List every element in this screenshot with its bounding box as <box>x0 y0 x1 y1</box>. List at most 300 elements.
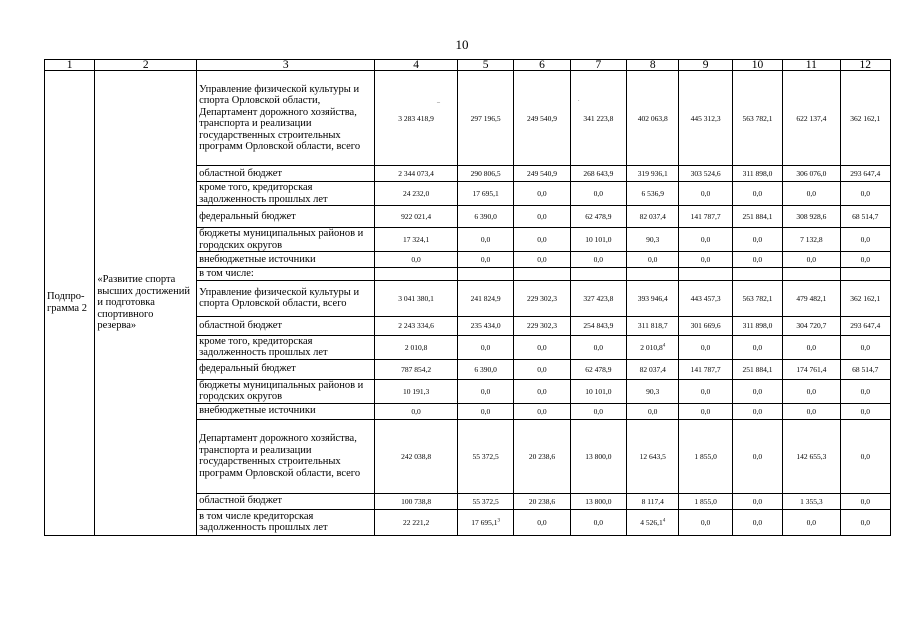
value-cell <box>375 493 458 509</box>
value-text: 293 647,4 <box>850 169 881 178</box>
value-text: 251 884,1 <box>742 364 773 374</box>
value-cell <box>570 335 626 359</box>
value-text: 10 101,0 <box>585 386 612 396</box>
value-cell <box>375 280 458 316</box>
value-cell <box>627 71 679 166</box>
value-cell <box>457 316 513 335</box>
value-text: 229 302,3 <box>526 321 557 330</box>
value-text: 311 898,0 <box>742 321 773 330</box>
value-text: 0,0 <box>806 406 817 416</box>
value-text: 306 076,0 <box>796 169 827 178</box>
value-text: 62 478,9 <box>585 364 612 374</box>
row-label: Управление физической культуры и спорта Орловской области, Департамент дорожного хозяйства, транспорта и реализации государственных строительных программ Орловской области, всего <box>197 71 375 166</box>
value-text: 17 695,1 <box>471 517 498 527</box>
value-cell <box>783 280 840 316</box>
value-text: 0,0 <box>537 235 547 244</box>
value-cell <box>783 252 840 268</box>
value-text: 0,0 <box>648 406 658 416</box>
value-cell <box>679 268 732 281</box>
value-text: 319 936,1 <box>637 169 668 178</box>
row-label: в том числе кредиторская задолженность прошлых лет <box>197 509 375 535</box>
value-text: 393 946,4 <box>637 293 668 303</box>
value-text: 2 344 073,4 <box>398 169 434 178</box>
value-text: 922 021,4 <box>401 212 432 221</box>
value-cell <box>514 268 570 281</box>
value-cell <box>732 228 782 252</box>
page-number: 10 <box>455 37 469 52</box>
value-cell <box>457 509 513 535</box>
value-text: 622 137,4 <box>796 113 827 123</box>
value-text: 0,0 <box>752 386 763 396</box>
value-cell <box>627 359 679 379</box>
value-text: 0,0 <box>752 189 763 198</box>
value-cell <box>627 493 679 509</box>
value-cell <box>570 403 626 419</box>
value-text: 13 800,0 <box>585 496 612 506</box>
value-cell <box>627 166 679 182</box>
value-text: 0,0 <box>700 255 711 264</box>
value-text: 0,0 <box>648 255 658 264</box>
value-cell <box>514 280 570 316</box>
value-text: 20 238,6 <box>528 451 556 461</box>
header-cell: 11 <box>783 60 840 71</box>
value-text: 293 647,4 <box>850 321 881 330</box>
value-cell <box>457 403 513 419</box>
row-label: федеральный бюджет <box>197 359 375 379</box>
value-cell <box>732 206 782 228</box>
value-text: 0,0 <box>700 235 711 244</box>
row-label: внебюджетные источники <box>197 403 375 419</box>
value-text: 2 010,8 <box>404 342 428 352</box>
value-text: 0,0 <box>537 342 547 352</box>
value-cell <box>627 228 679 252</box>
value-cell <box>570 379 626 403</box>
value-cell <box>783 419 840 493</box>
value-text: 0,0 <box>411 406 421 416</box>
value-text: 0,0 <box>593 189 604 198</box>
row-label: кроме того, кредиторская задолженность прошлых лет <box>197 182 375 206</box>
value-text: 0,0 <box>806 189 817 198</box>
value-cell <box>732 419 782 493</box>
value-cell <box>514 419 570 493</box>
value-text: 445 312,3 <box>690 113 721 123</box>
value-text: 0,0 <box>806 342 817 352</box>
value-cell <box>375 71 458 166</box>
footnote-marker: 3 <box>497 518 500 523</box>
value-text: 0,0 <box>752 496 763 506</box>
value-cell <box>457 419 513 493</box>
value-cell <box>375 403 458 419</box>
value-cell <box>457 379 513 403</box>
value-cell <box>783 359 840 379</box>
value-text: 254 843,9 <box>583 321 614 330</box>
value-cell <box>457 359 513 379</box>
value-text: 308 928,6 <box>796 212 827 221</box>
value-text: 0,0 <box>700 189 711 198</box>
value-cell <box>732 252 782 268</box>
value-text: 68 514,7 <box>852 212 879 221</box>
value-cell <box>570 419 626 493</box>
value-text: 242 038,8 <box>401 451 432 461</box>
value-text: 249 540,9 <box>526 113 557 123</box>
value-text: 0,0 <box>752 235 763 244</box>
value-text: 55 372,5 <box>472 496 499 506</box>
value-cell <box>570 509 626 535</box>
value-text: 249 540,9 <box>526 169 557 178</box>
value-text: 141 787,7 <box>690 212 721 221</box>
value-text: 0,0 <box>537 386 547 396</box>
value-text: 0,0 <box>593 342 604 352</box>
value-cell <box>840 166 890 182</box>
value-text: 297 196,5 <box>470 113 501 123</box>
value-cell <box>514 493 570 509</box>
value-text: 68 514,7 <box>852 364 879 374</box>
value-cell <box>514 403 570 419</box>
value-cell <box>627 280 679 316</box>
value-cell <box>840 335 890 359</box>
value-cell <box>627 419 679 493</box>
value-cell <box>375 206 458 228</box>
value-cell <box>783 206 840 228</box>
value-text: 268 643,9 <box>583 169 614 178</box>
value-cell <box>570 268 626 281</box>
value-cell <box>840 379 890 403</box>
value-cell <box>375 252 458 268</box>
value-text: 7 132,8 <box>800 235 823 244</box>
value-cell <box>840 316 890 335</box>
value-text: 235 434,0 <box>470 321 501 330</box>
value-text: 0,0 <box>480 342 491 352</box>
value-text: 563 782,1 <box>742 293 773 303</box>
value-text: 311 898,0 <box>742 169 773 178</box>
value-cell <box>732 268 782 281</box>
value-text: 0,0 <box>593 406 604 416</box>
value-text: 0,0 <box>752 342 763 352</box>
value-cell <box>783 493 840 509</box>
value-cell <box>570 182 626 206</box>
value-cell <box>732 335 782 359</box>
value-text: 82 037,4 <box>639 364 666 374</box>
value-text: 0,0 <box>537 364 547 374</box>
value-cell <box>375 182 458 206</box>
value-cell <box>732 182 782 206</box>
value-text: 0,0 <box>700 517 711 527</box>
value-text: 443 457,3 <box>690 293 721 303</box>
value-text: 13 800,0 <box>585 451 612 461</box>
value-text: 0,0 <box>537 189 547 198</box>
value-cell <box>679 280 732 316</box>
value-cell <box>627 335 679 359</box>
value-cell <box>627 379 679 403</box>
value-cell <box>732 71 782 166</box>
value-cell <box>679 252 732 268</box>
value-cell <box>840 228 890 252</box>
value-cell <box>840 280 890 316</box>
value-cell <box>570 71 626 166</box>
value-cell <box>627 206 679 228</box>
value-text: 0,0 <box>700 406 711 416</box>
value-text: 0,0 <box>860 517 870 527</box>
table-row <box>45 71 891 166</box>
value-text: 0,0 <box>480 386 491 396</box>
value-text: 142 655,3 <box>796 451 827 461</box>
value-cell <box>627 252 679 268</box>
value-text: 100 738,8 <box>401 496 432 506</box>
value-text: 479 482,1 <box>796 293 827 303</box>
value-text: 229 302,3 <box>526 293 557 303</box>
value-cell <box>840 252 890 268</box>
value-cell <box>840 359 890 379</box>
header-cell: 3 <box>197 60 375 71</box>
value-cell <box>375 419 458 493</box>
value-text: 0,0 <box>593 517 604 527</box>
value-cell <box>679 228 732 252</box>
row-label: кроме того, кредиторская задолженность прошлых лет <box>197 335 375 359</box>
value-cell <box>732 379 782 403</box>
value-cell <box>457 280 513 316</box>
value-text: 0,0 <box>480 235 491 244</box>
value-cell <box>679 206 732 228</box>
value-cell <box>570 206 626 228</box>
value-text: 3 283 418,9 <box>398 113 434 123</box>
value-cell <box>457 252 513 268</box>
value-text: 787 854,2 <box>401 364 432 374</box>
value-cell <box>457 166 513 182</box>
footnote-marker: 4 <box>662 343 666 348</box>
header-cell: 8 <box>627 60 679 71</box>
value-text: 0,0 <box>860 496 870 506</box>
value-cell <box>375 379 458 403</box>
value-text: 6 536,9 <box>641 189 664 198</box>
value-cell <box>457 182 513 206</box>
value-cell <box>732 509 782 535</box>
value-text: 0,0 <box>860 342 870 352</box>
header-cell: 4 <box>375 60 458 71</box>
value-cell <box>783 166 840 182</box>
value-cell <box>627 182 679 206</box>
value-cell <box>514 228 570 252</box>
value-text: 0,0 <box>860 386 870 396</box>
value-cell <box>679 316 732 335</box>
value-cell <box>627 403 679 419</box>
value-cell <box>514 206 570 228</box>
value-cell <box>457 268 513 281</box>
row-label: областной бюджет <box>197 493 375 509</box>
header-cell: 7 <box>570 60 626 71</box>
value-cell <box>679 182 732 206</box>
value-text: 327 423,8 <box>583 293 614 303</box>
value-text: 8 117,4 <box>641 496 664 506</box>
value-text: 0,0 <box>860 255 870 264</box>
value-cell <box>570 228 626 252</box>
value-cell <box>732 359 782 379</box>
value-text: 0,0 <box>860 189 870 198</box>
value-cell <box>840 71 890 166</box>
value-cell <box>570 252 626 268</box>
row-label: Департамент дорожного хозяйства, транспорта и реализации государственных строительных программ Орловской области, всего <box>197 419 375 493</box>
value-cell <box>627 509 679 535</box>
value-cell <box>679 379 732 403</box>
value-text: 1 855,0 <box>694 496 717 506</box>
value-text: 0,0 <box>537 406 547 416</box>
value-cell <box>375 316 458 335</box>
row-label: областной бюджет <box>197 166 375 182</box>
value-text: 563 782,1 <box>742 113 773 123</box>
value-cell <box>783 379 840 403</box>
value-cell <box>514 166 570 182</box>
value-text: 17 695,1 <box>472 189 499 198</box>
value-text: 0,0 <box>537 255 547 264</box>
value-text: 362 162,1 <box>850 293 881 303</box>
header-cell: 9 <box>679 60 732 71</box>
value-text: 290 806,5 <box>470 169 501 178</box>
value-cell <box>679 509 732 535</box>
header-row <box>45 60 891 71</box>
value-text: 402 063,8 <box>637 113 668 123</box>
value-cell <box>375 228 458 252</box>
budget-table <box>44 59 891 536</box>
value-text: 12 643,5 <box>639 451 666 461</box>
subprogram-number: Подпро-грамма 2 <box>45 71 95 536</box>
value-cell <box>679 335 732 359</box>
value-cell <box>679 359 732 379</box>
footnote-marker: 4 <box>662 518 666 523</box>
value-cell <box>679 166 732 182</box>
value-text: 3 041 380,1 <box>398 293 434 303</box>
value-text: 0,0 <box>752 451 763 461</box>
value-text: 17 324,1 <box>402 235 430 244</box>
value-cell <box>783 335 840 359</box>
value-cell <box>570 166 626 182</box>
row-label: в том числе: <box>197 268 375 281</box>
value-cell <box>514 252 570 268</box>
row-label: областной бюджет <box>197 316 375 335</box>
value-cell <box>514 359 570 379</box>
value-cell <box>783 71 840 166</box>
value-cell <box>679 71 732 166</box>
value-text: 0,0 <box>860 406 870 416</box>
value-cell <box>679 493 732 509</box>
value-cell <box>732 316 782 335</box>
value-cell <box>783 509 840 535</box>
value-cell <box>457 206 513 228</box>
value-text: 0,0 <box>860 451 870 461</box>
value-cell <box>732 166 782 182</box>
value-text: 0,0 <box>411 255 421 264</box>
value-cell <box>732 280 782 316</box>
header-cell: 5 <box>457 60 513 71</box>
value-cell <box>375 359 458 379</box>
value-text: 0,0 <box>806 255 817 264</box>
value-text: 174 761,4 <box>796 364 827 374</box>
value-text: 22 221,2 <box>402 517 430 527</box>
value-cell <box>375 335 458 359</box>
value-cell <box>514 182 570 206</box>
value-cell <box>570 359 626 379</box>
scan-mark: – <box>437 100 440 106</box>
value-text: 0,0 <box>860 235 870 244</box>
value-cell <box>375 166 458 182</box>
value-cell <box>375 509 458 535</box>
value-text: 6 390,0 <box>474 212 497 221</box>
value-text: 1 355,3 <box>800 496 823 506</box>
value-cell <box>840 182 890 206</box>
header-cell: 1 <box>45 60 95 71</box>
value-cell <box>840 403 890 419</box>
value-text: 0,0 <box>752 406 763 416</box>
subprogram-title: «Развитие спорта высших достижений и подготовка спортивного резерва» <box>95 71 197 536</box>
value-cell <box>732 403 782 419</box>
value-text: 0,0 <box>700 342 711 352</box>
value-cell <box>514 71 570 166</box>
value-cell <box>457 228 513 252</box>
row-label: бюджеты муниципальных районов и городских округов <box>197 379 375 403</box>
value-cell <box>627 268 679 281</box>
value-text: 141 787,7 <box>690 364 721 374</box>
value-text: 2 010,8 <box>640 342 663 352</box>
value-text: 1 855,0 <box>694 451 717 461</box>
row-label: федеральный бюджет <box>197 206 375 228</box>
value-cell <box>375 268 458 281</box>
value-text: 0,0 <box>537 517 547 527</box>
header-cell: 2 <box>95 60 197 71</box>
value-text: 6 390,0 <box>474 364 497 374</box>
value-text: 251 884,1 <box>742 212 773 221</box>
value-text: 0,0 <box>480 255 491 264</box>
value-text: 303 524,6 <box>690 169 721 178</box>
value-text: 24 232,0 <box>402 189 430 198</box>
value-text: 301 669,6 <box>690 321 721 330</box>
value-cell <box>783 403 840 419</box>
scan-mark: . <box>578 97 580 103</box>
value-text: 0,0 <box>537 212 547 221</box>
value-cell <box>679 419 732 493</box>
value-cell <box>514 379 570 403</box>
value-cell <box>840 419 890 493</box>
value-cell <box>679 403 732 419</box>
header-cell: 6 <box>514 60 570 71</box>
value-text: 10 191,3 <box>402 386 430 396</box>
value-text: 0,0 <box>752 255 763 264</box>
value-cell <box>840 206 890 228</box>
value-cell <box>570 316 626 335</box>
row-label: бюджеты муниципальных районов и городских округов <box>197 228 375 252</box>
value-text: 304 720,7 <box>796 321 827 330</box>
value-cell <box>514 316 570 335</box>
value-text: 90,3 <box>646 386 660 396</box>
value-cell <box>457 71 513 166</box>
value-text: 0,0 <box>806 386 817 396</box>
value-cell <box>570 493 626 509</box>
value-text: 0,0 <box>700 386 711 396</box>
header-cell: 12 <box>840 60 890 71</box>
value-text: 0,0 <box>752 517 763 527</box>
value-cell <box>514 509 570 535</box>
value-text: 62 478,9 <box>585 212 612 221</box>
value-text: 362 162,1 <box>850 113 881 123</box>
value-text: 241 824,9 <box>470 293 501 303</box>
value-text: 90,3 <box>646 235 660 244</box>
row-label: Управление физической культуры и спорта Орловской области, всего <box>197 280 375 316</box>
value-text: 4 526,1 <box>640 517 663 527</box>
value-cell <box>783 228 840 252</box>
value-cell <box>840 268 890 281</box>
value-text: 0,0 <box>806 517 817 527</box>
value-cell <box>783 268 840 281</box>
value-text: 55 372,5 <box>472 451 499 461</box>
value-cell <box>783 316 840 335</box>
value-text: 0,0 <box>593 255 604 264</box>
